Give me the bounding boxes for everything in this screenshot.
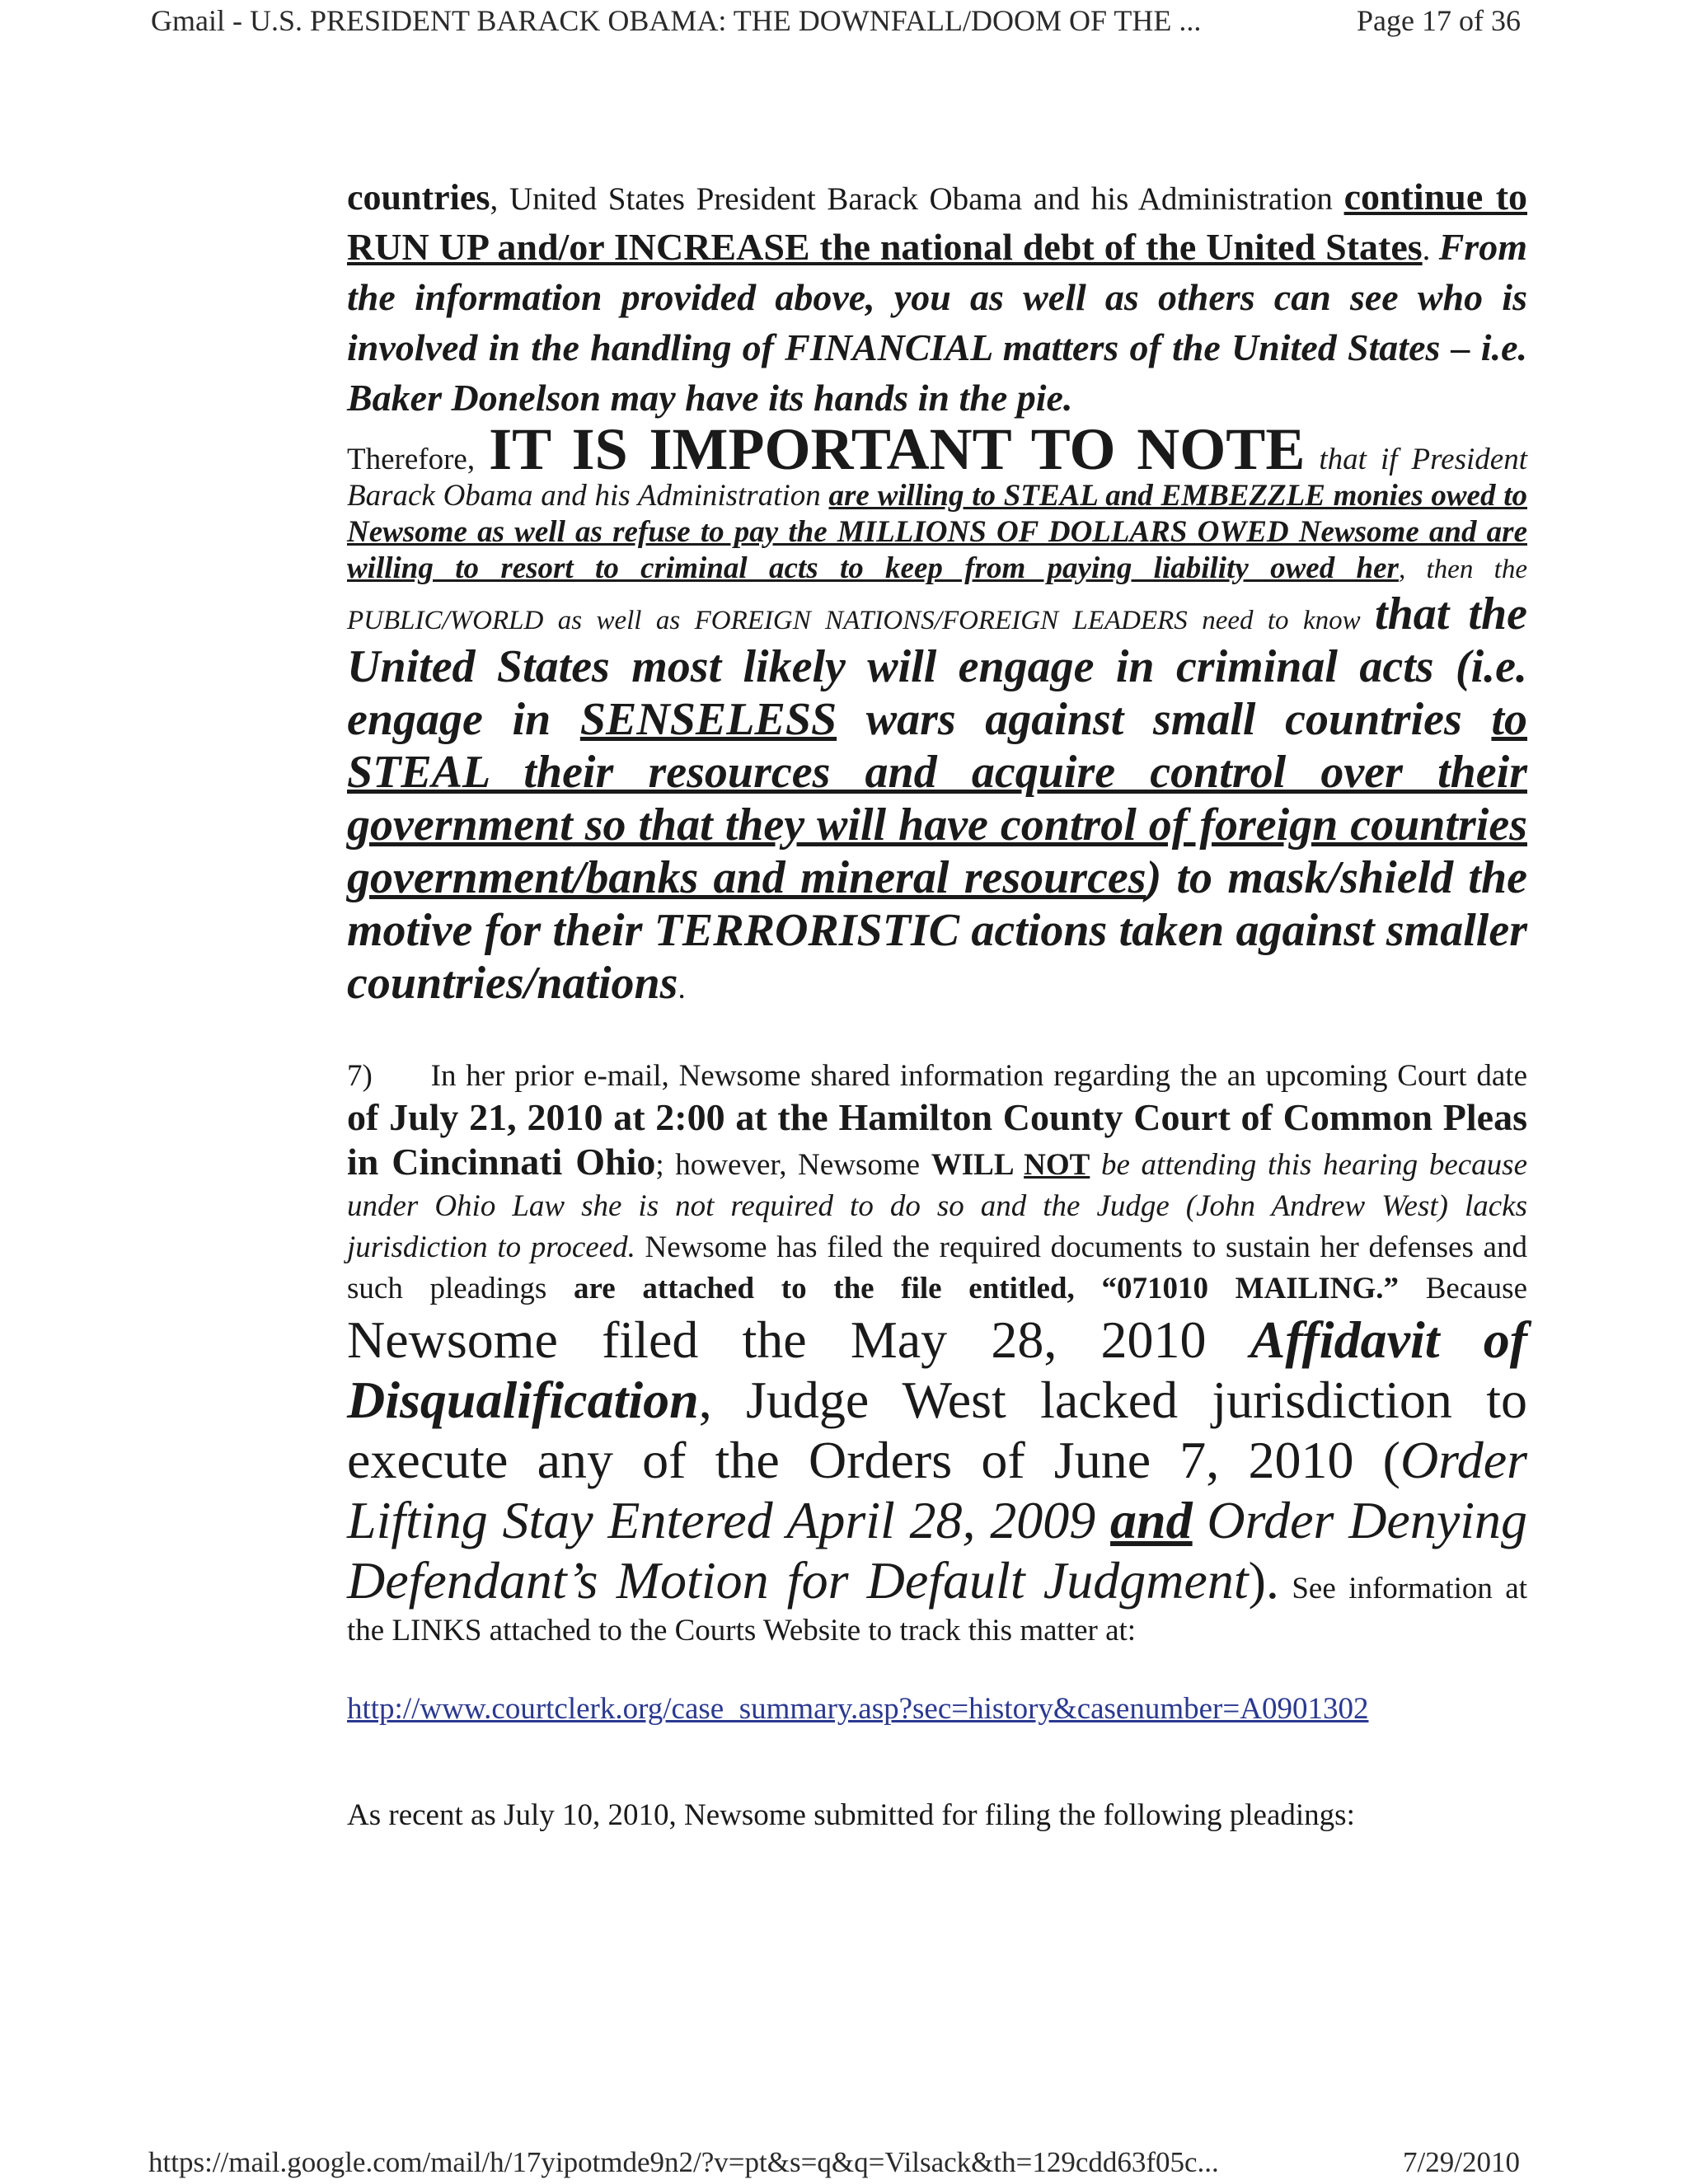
- text-segment: , United States President Barack Obama and his Administration: [490, 181, 1344, 217]
- court-case-link[interactable]: http://www.courtclerk.org/case_summary.asp?sec=history&casenumber=A0901302: [347, 1692, 1369, 1726]
- text-segment: Newsome has filed the required documents to sustain her defenses and such pleadings: [347, 1230, 1527, 1305]
- text-segment: .: [1422, 232, 1439, 267]
- link-paragraph: [347, 1691, 1527, 1727]
- header-title: Gmail - U.S. PRESIDENT BARACK OBAMA: THE DOWNFALL/DOOM OF THE ...: [151, 4, 1202, 37]
- print-header: [0, 0, 1688, 49]
- text-countries: countries: [347, 177, 490, 218]
- text-mailing-emphasis: are attached to the file entitled, “071010 MAILING.”: [574, 1272, 1400, 1305]
- text-order-lifting-stay: Order Lifting Stay Entered April 28, 2009: [347, 1431, 1527, 1549]
- text-not: NOT: [1024, 1148, 1090, 1182]
- text-order-denying-motion: Order Denying Defendant’s Motion for Default Judgment: [347, 1491, 1527, 1610]
- text-segment: Therefore,: [347, 443, 490, 476]
- text-segment: , then the PUBLIC/WORLD as well as FOREIGN NATIONS/FOREIGN LEADERS need to know: [347, 555, 1527, 635]
- text-steal-resources-emphasis: to STEAL their resources and acquire control over their government so that they will have control of foreign countries government/banks and mineral resources: [347, 694, 1527, 903]
- text-segment: ; however, Newsome: [655, 1148, 931, 1182]
- text-criminal-acts-emphasis: that the United States most likely will engage in criminal acts (i.e. engage in: [347, 588, 1528, 745]
- text-segment: be attending this hearing because under Ohio Law she is not required to do so and the Judge (John Andrew West) lacks jurisdiction to proceed.: [347, 1148, 1527, 1264]
- footer-url: https://mail.google.com/mail/h/17yipotmde9n2/?v=pt&s=q&q=Vilsack&th=129cdd63f05c...: [148, 2146, 1219, 2178]
- paragraph-national-debt: [347, 173, 1527, 424]
- text-segment: 7) In her prior e-mail, Newsome shared information regarding the an upcoming Court date: [347, 1059, 1527, 1093]
- text-and-emphasis: and: [1110, 1491, 1193, 1549]
- text-segment: ).: [1248, 1551, 1279, 1610]
- footer-date: 7/29/2010: [1403, 2146, 1520, 2178]
- document-body: [347, 173, 1527, 1863]
- print-footer: [0, 2141, 1688, 2184]
- paragraph-important-note: [347, 416, 1528, 1010]
- paragraph-court-date: [347, 1056, 1527, 1652]
- paragraph-pleadings: As recent as July 10, 2010, Newsome submitted for filing the following pleadings:: [347, 1798, 1355, 1832]
- page-number: Page 17 of 36: [1357, 4, 1521, 37]
- text-financial-matters-emphasis: From the information provided above, you as well as others can see who is involved in the handling of FINANCIAL matters of the United States – i.e. Baker Donelson may have its hands in the pie.: [347, 226, 1527, 419]
- text-segment: See information at the LINKS attached to the Courts Website to track this matter at:: [347, 1572, 1528, 1647]
- text-segment: wars against small countries: [837, 694, 1492, 745]
- text-terroristic-emphasis: ) to mask/shield the motive for their TERRORISTIC actions taken against smaller countries/nations: [347, 852, 1527, 1009]
- text-segment: , Judge West lacked jurisdiction to execute any of the Orders of June 7, 2010 (: [347, 1371, 1527, 1489]
- text-senseless-emphasis: SENSELESS: [579, 694, 837, 745]
- text-court-date-emphasis: of July 21, 2010 at 2:00 at the Hamilton County Court of Common Pleas in Cincinnati Ohio: [347, 1096, 1527, 1183]
- text-steal-embezzle-emphasis: are willing to STEAL and EMBEZZLE monies owed to Newsome as well as refuse to pay the MILLIONS OF DOLLARS OWED Newsome and are willing to resort to criminal acts to keep from paying liability owed her: [347, 479, 1527, 585]
- text-will: WILL: [931, 1148, 1025, 1182]
- text-affidavit-emphasis: Affidavit of Disqualification: [347, 1310, 1528, 1429]
- text-segment: that if President Barack Obama and his Administration: [347, 443, 1527, 513]
- text-important-note-heading: IT IS IMPORTANT TO NOTE: [489, 416, 1306, 482]
- text-national-debt-emphasis: continue to RUN UP and/or INCREASE the national debt of the United States: [347, 176, 1528, 268]
- text-segment: Newsome filed the May 28, 2010: [347, 1310, 1250, 1369]
- text-segment: .: [678, 972, 686, 1005]
- text-segment: Because: [1399, 1272, 1527, 1305]
